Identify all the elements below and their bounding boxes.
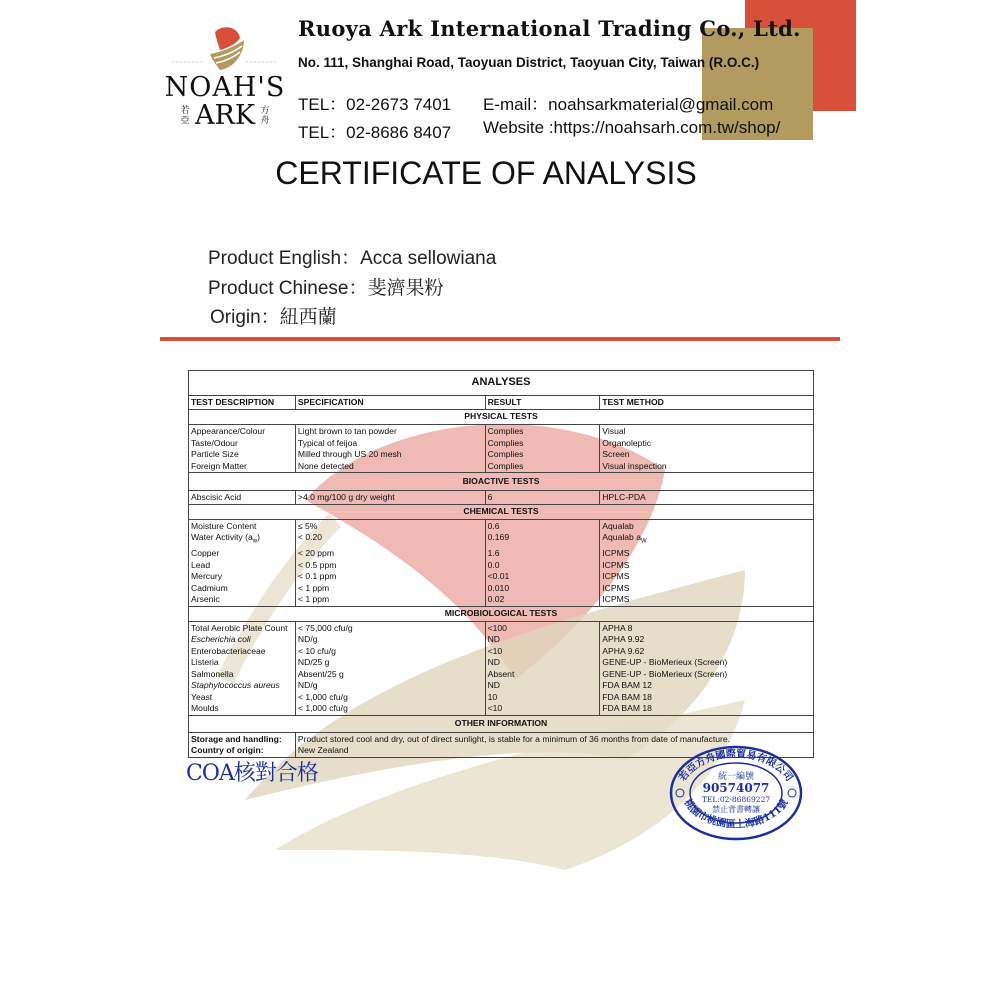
test-description: Listeria — [189, 657, 296, 669]
info-label: Storage and handling: — [189, 732, 296, 745]
result: Complies — [485, 449, 600, 461]
specification: ≤ 5% — [295, 519, 485, 532]
test-method: Aqualab $a_W$ — [600, 532, 814, 548]
result: <0.01 — [485, 571, 600, 583]
test-method: GENE-UP - BioMerieux (Screen) — [600, 669, 814, 681]
table-header-row — [189, 396, 814, 410]
table-row — [189, 449, 814, 461]
test-method: ICPMS — [600, 583, 814, 595]
test-description: Arsenic — [189, 594, 296, 606]
test-method: APHA 9.62 — [600, 646, 814, 658]
table-row — [189, 491, 814, 505]
test-description: Moulds — [189, 703, 296, 715]
test-description: Yeast — [189, 692, 296, 704]
specification: < 0.20 — [295, 532, 485, 548]
test-method: APHA 9.92 — [600, 634, 814, 646]
specification: >4.0 mg/100 g dry weight — [295, 491, 485, 505]
test-description: Foreign Matter — [189, 461, 296, 473]
column-header-test-method: TEST METHOD — [600, 396, 814, 410]
result: 1.6 — [485, 548, 600, 560]
specification: ND/25 g — [295, 657, 485, 669]
column-header-specification: SPECIFICATION — [295, 396, 485, 410]
table-row — [189, 425, 814, 438]
result: <10 — [485, 703, 600, 715]
svg-text:禁止背書轉讓: 禁止背書轉讓 — [712, 805, 760, 814]
coa-approval-stamp: COA核對合格 — [186, 761, 318, 786]
company-logo — [160, 24, 290, 139]
test-description: Moisture Content — [189, 519, 296, 532]
result: <10 — [485, 646, 600, 658]
test-method: ICPMS — [600, 594, 814, 606]
result: ND — [485, 657, 600, 669]
test-description: Staphylococcus aureus — [189, 680, 296, 692]
tel-2: TEL：02-8686 8407 — [298, 123, 452, 142]
table-row — [189, 583, 814, 595]
ship-sail-logo-icon — [170, 24, 280, 72]
table-row — [189, 680, 814, 692]
section-other-information: OTHER INFORMATION — [189, 715, 814, 732]
svg-text:90574077: 90574077 — [702, 781, 770, 795]
test-description: Total Aerobic Plate Count — [189, 621, 296, 634]
table-row — [189, 532, 814, 548]
specification: < 1,000 cfu/g — [295, 703, 485, 715]
result: 0.010 — [485, 583, 600, 595]
table-row — [189, 594, 814, 606]
svg-text:TEL:02-86869227: TEL:02-86869227 — [701, 795, 771, 804]
table-row — [189, 461, 814, 473]
specification: < 1,000 cfu/g — [295, 692, 485, 704]
product-origin: Origin：紐西蘭 — [210, 307, 337, 328]
company-seal-icon — [668, 745, 804, 841]
test-method: GENE-UP - BioMerieux (Screen) — [600, 657, 814, 669]
column-header-result: RESULT — [485, 396, 600, 410]
test-description: Water Activity $(a_w)$ — [189, 532, 296, 548]
table-row — [189, 571, 814, 583]
test-description: Enterobacteriaceae — [189, 646, 296, 658]
specification: ND/g — [295, 634, 485, 646]
svg-text:統一編號: 統一編號 — [717, 772, 755, 782]
section-microbiological-tests: MICROBIOLOGICAL TESTS — [189, 606, 814, 621]
test-method: ICPMS — [600, 560, 814, 572]
result: 0.02 — [485, 594, 600, 606]
result: ND — [485, 634, 600, 646]
specification: < 1 ppm — [295, 583, 485, 595]
table-title: ANALYSES — [189, 371, 814, 396]
test-description: Salmonella — [189, 669, 296, 681]
table-row — [189, 634, 814, 646]
section-chemical-tests: CHEMICAL TESTS — [189, 504, 814, 519]
section-bioactive-tests: BIOACTIVE TESTS — [189, 473, 814, 491]
table-row — [189, 692, 814, 704]
product-english: Product English：Acca sellowiana — [208, 248, 497, 269]
specification: Light brown to tan powder — [295, 425, 485, 438]
table-row — [189, 657, 814, 669]
table-row — [189, 669, 814, 681]
table-row — [189, 519, 814, 532]
test-method: FDA BAM 12 — [600, 680, 814, 692]
product-chinese: Product Chinese：斐濟果粉 — [208, 278, 444, 299]
logo-brand-bottom: ARK — [195, 100, 255, 131]
result: 0.169 — [485, 532, 600, 548]
result: <100 — [485, 621, 600, 634]
table-row — [189, 560, 814, 572]
specification: < 10 cfu/g — [295, 646, 485, 658]
column-header-test-description: TEST DESCRIPTION — [189, 396, 296, 410]
svg-text:桃園市桃園區上海路111號: 桃園市桃園區上海路111號 — [681, 797, 791, 831]
test-description: Taste/Odour — [189, 438, 296, 450]
result: 6 — [485, 491, 600, 505]
table-row — [189, 646, 814, 658]
table-row — [189, 438, 814, 450]
specification: Typical of feijoa — [295, 438, 485, 450]
tel-1: TEL：02-2673 7401 — [298, 95, 452, 114]
specification: < 1 ppm — [295, 594, 485, 606]
test-method: FDA BAM 18 — [600, 703, 814, 715]
result: Complies — [485, 461, 600, 473]
company-address: No. 111, Shanghai Road, Taoyuan District, Taoyuan City, Taiwan (R.O.C.) — [298, 55, 760, 70]
website-link[interactable]: Website :https://noahsarh.com.tw/shop/ — [483, 118, 781, 137]
test-description: Appearance/Colour — [189, 425, 296, 438]
specification: Absent/25 g — [295, 669, 485, 681]
test-description: Copper — [189, 548, 296, 560]
specification: < 75,000 cfu/g — [295, 621, 485, 634]
result: Absent — [485, 669, 600, 681]
info-label: Country of origin: — [189, 745, 296, 757]
result: Complies — [485, 438, 600, 450]
test-method: ICPMS — [600, 571, 814, 583]
test-description: Mercury — [189, 571, 296, 583]
specification: < 0.1 ppm — [295, 571, 485, 583]
test-description: Particle Size — [189, 449, 296, 461]
test-method: ICPMS — [600, 548, 814, 560]
result: 10 — [485, 692, 600, 704]
logo-cjk-right: 方舟 — [260, 106, 270, 126]
section-physical-tests: PHYSICAL TESTS — [189, 410, 814, 425]
info-value: Product stored cool and dry, out of direct sunlight, is stable for a minimum of 36 months from date of manufacture. — [295, 732, 813, 745]
table-row — [189, 703, 814, 715]
result: ND — [485, 680, 600, 692]
table-row — [189, 621, 814, 634]
test-description: Abscisic Acid — [189, 491, 296, 505]
test-method: HPLC-PDA — [600, 491, 814, 505]
logo-cjk-left: 若亞 — [180, 106, 190, 126]
test-description: Escherichia coli — [189, 634, 296, 646]
company-name: Ruoya Ark International Trading Co., Ltd. — [298, 16, 801, 41]
test-method: Visual inspection — [600, 461, 814, 473]
email-link[interactable]: E-mail：noahsarkmaterial@gmail.com — [483, 95, 774, 114]
logo-brand-top: NOAH'S — [164, 72, 286, 103]
result: Complies — [485, 425, 600, 438]
header-divider — [160, 337, 840, 341]
specification: ND/g — [295, 680, 485, 692]
analyses-table — [188, 370, 814, 758]
test-method: Organoleptic — [600, 438, 814, 450]
info-value: New Zealand — [295, 745, 813, 757]
test-method: Aqualab — [600, 519, 814, 532]
svg-text:若亞方舟國際貿易有限公司: 若亞方舟國際貿易有限公司 — [677, 748, 795, 784]
document-title: CERTIFICATE OF ANALYSIS — [275, 155, 697, 191]
test-method: Screen — [600, 449, 814, 461]
info-row-storage — [189, 732, 814, 745]
result: 0.0 — [485, 560, 600, 572]
table-row — [189, 548, 814, 560]
result: 0.6 — [485, 519, 600, 532]
specification: Milled through US 20 mesh — [295, 449, 485, 461]
test-method: FDA BAM 18 — [600, 692, 814, 704]
test-method: Visual — [600, 425, 814, 438]
specification: < 0.5 ppm — [295, 560, 485, 572]
specification: < 20 ppm — [295, 548, 485, 560]
test-method: APHA 8 — [600, 621, 814, 634]
test-description: Lead — [189, 560, 296, 572]
test-description: Cadmium — [189, 583, 296, 595]
specification: None detected — [295, 461, 485, 473]
